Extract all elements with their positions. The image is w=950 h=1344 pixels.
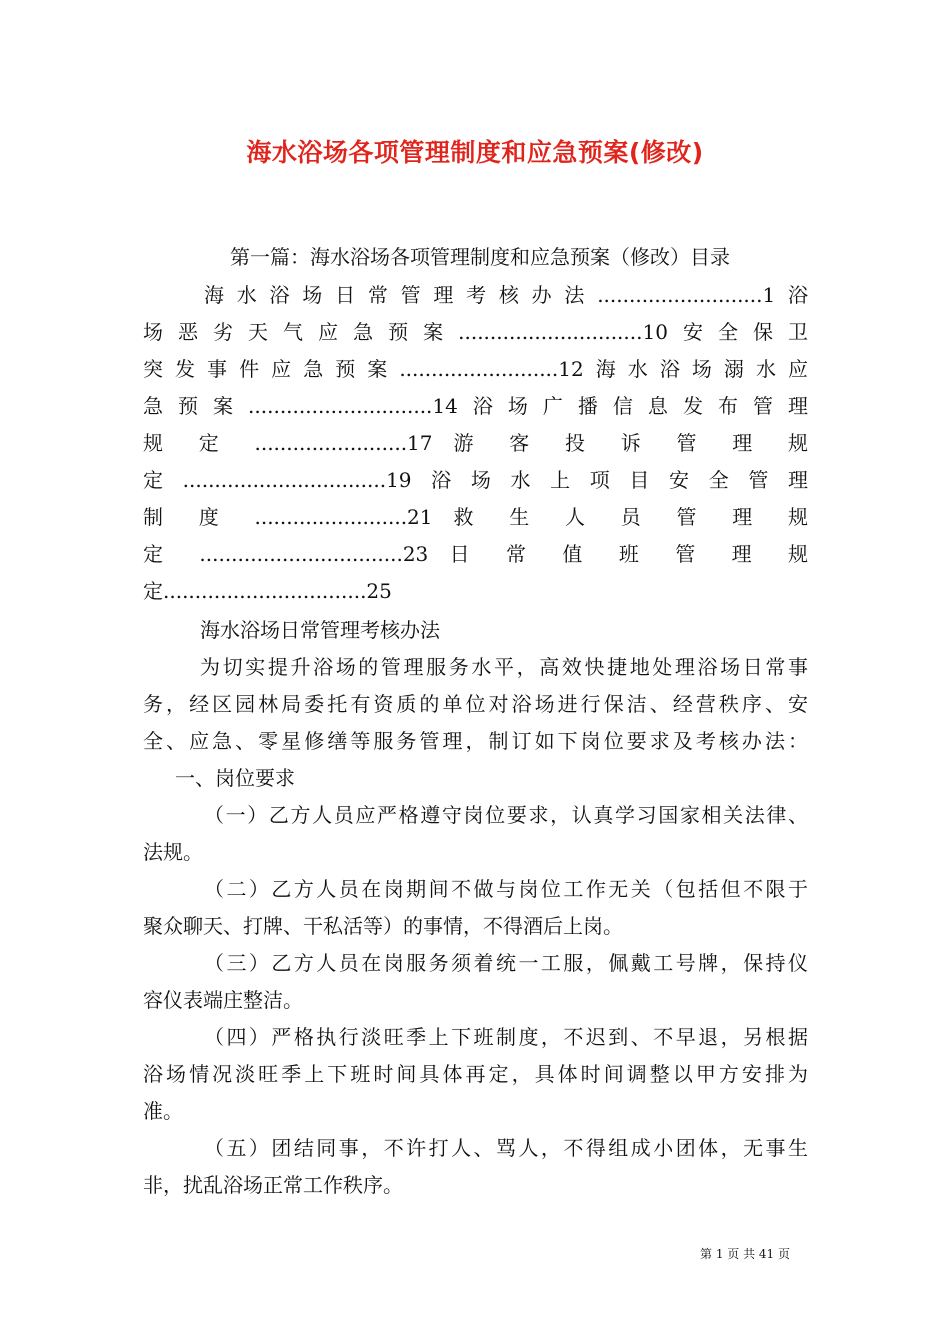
- toc-line: 场恶劣天气应急预案.............................10安全保卫: [143, 320, 808, 344]
- section-heading: 海水浴场日常管理考核办法: [200, 618, 440, 642]
- toc-line: 定................................25: [143, 579, 392, 603]
- paragraph-line: （四）严格执行淡旺季上下班制度，不迟到、不早退，另根据: [204, 1025, 808, 1049]
- paragraph-line: （二）乙方人员在岗期间不做与岗位工作无关（包括但不限于: [204, 877, 808, 901]
- paragraph-line: 为切实提升浴场的管理服务水平，高效快捷地处理浴场日常事: [200, 655, 808, 679]
- toc-line: 海水浴场日常管理考核办法..........................1浴: [204, 283, 808, 307]
- paragraph-line: 准。: [143, 1099, 183, 1123]
- page-number: 第 1 页 共 41 页: [700, 1247, 790, 1261]
- paragraph-line: 非，扰乱浴场正常工作秩序。: [143, 1173, 403, 1197]
- paragraph-line: 务，经区园林局委托有资质的单位对浴场进行保洁、经营秩序、安: [143, 692, 808, 716]
- toc-line: 定 ................................23 日 常 值 班 管 理 规: [143, 542, 808, 566]
- subsection-heading: 一、岗位要求: [175, 766, 295, 790]
- paragraph-line: 聚众聊天、打牌、干私活等）的事情，不得酒后上岗。: [143, 914, 623, 938]
- toc-line: 急预案.............................14浴场广播信息发布管理: [143, 394, 808, 418]
- document-title: 海水浴场各项管理制度和应急预案(修改): [246, 138, 704, 167]
- paragraph-line: 容仪表端庄整洁。: [143, 988, 303, 1012]
- paragraph-line: 法规。: [143, 840, 203, 864]
- paragraph-line: （一）乙方人员应严格遵守岗位要求，认真学习国家相关法律、: [204, 803, 808, 827]
- toc-line: 突发事件应急预案.........................12海水浴场溺水应: [143, 357, 808, 381]
- toc-line: 制 度 ........................21 救 生 人 员 管 理 规: [143, 505, 808, 529]
- toc-heading: 第一篇：海水浴场各项管理制度和应急预案（修改）目录: [230, 245, 730, 269]
- paragraph-line: 浴场情况淡旺季上下班时间具体再定，具体时间调整以甲方安排为: [143, 1062, 808, 1086]
- paragraph-line: （三）乙方人员在岗服务须着统一工服，佩戴工号牌，保持仪: [204, 951, 808, 975]
- paragraph-line: 全、应急、零星修缮等服务管理，制订如下岗位要求及考核办法：: [143, 729, 808, 753]
- toc-line: 规 定 ........................17 游 客 投 诉 管 理 规: [143, 431, 808, 455]
- paragraph-line: （五）团结同事，不许打人、骂人，不得组成小团体，无事生: [204, 1136, 808, 1160]
- toc-line: 定................................19浴场水上项目安全管理: [143, 468, 808, 492]
